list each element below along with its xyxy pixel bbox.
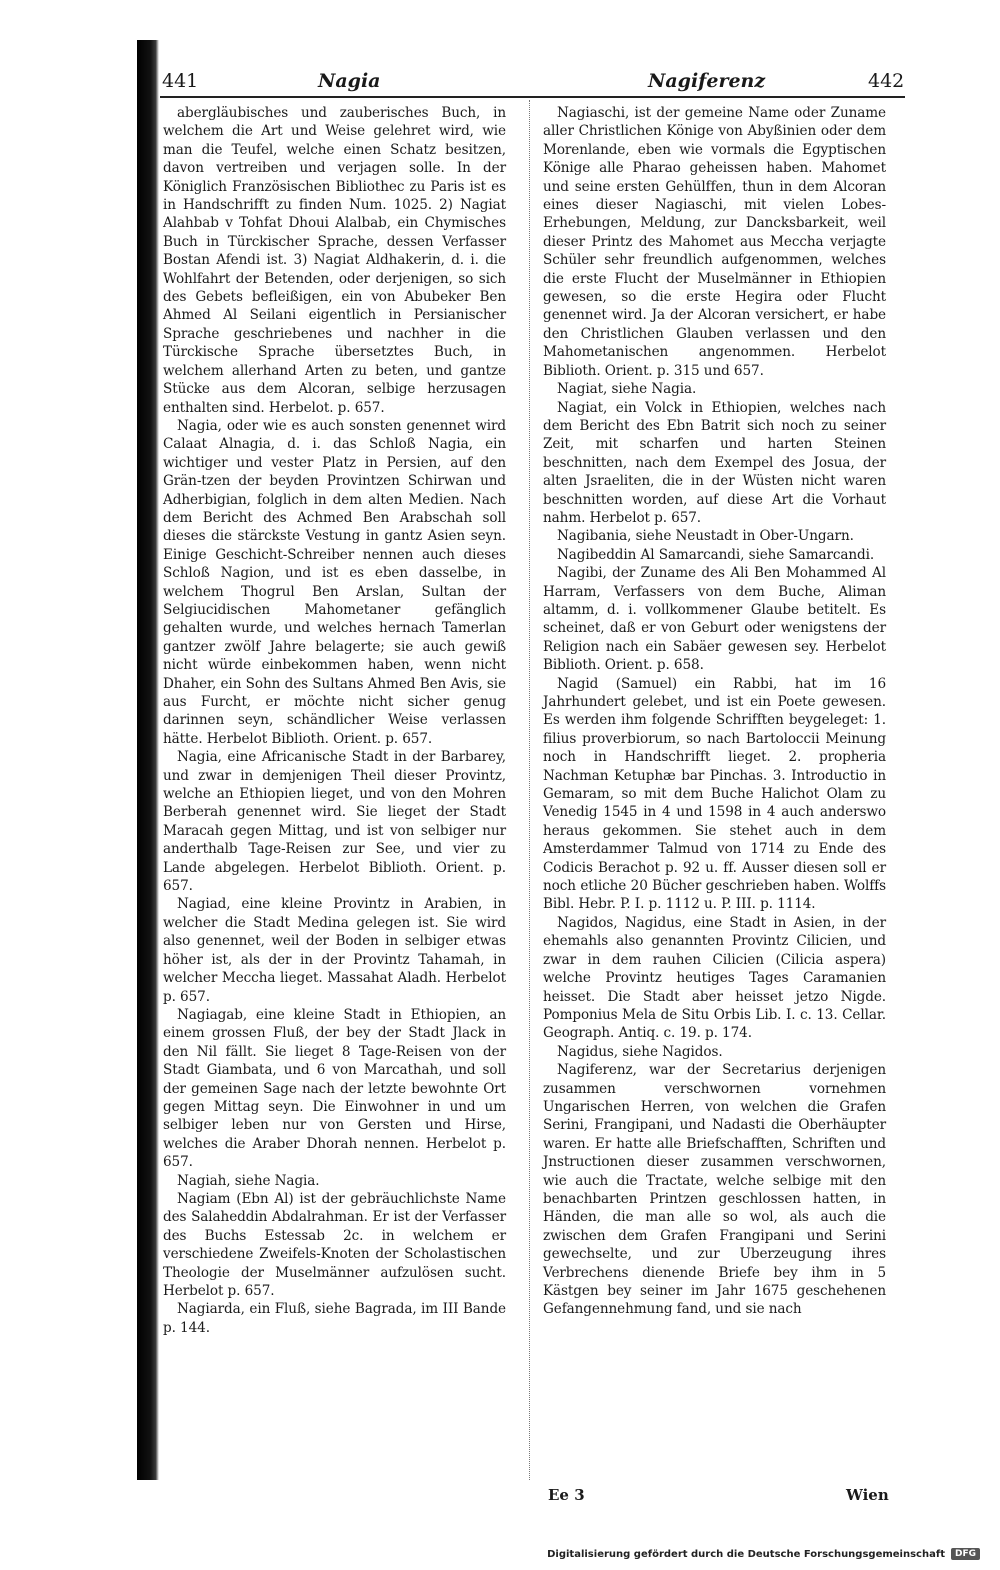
entry-paragraph: Nagiam (Ebn Al) ist der gebräuchlichste Name des Salaheddin Abdalrahman. Er ist der Verfasser des Buchs Estessab 2c. in welchem er verschiedene Zweifels-Knoten der Scholastischen Theologie der Muselmänner aufzulösen sucht. Herbelot p. 657.	[163, 1190, 506, 1299]
entry-paragraph: Nagiat, siehe Nagia.	[557, 381, 697, 398]
entry-paragraph: Nagidos, Nagidus, eine Stadt in Asien, in der ehemahls also genannten Provintz Cilicien, und zwar in dem rauhen Cilicien (Cilicia aspera) welche Provintz heutiges Tages Caramanien heisset. Die Stadt aber heisset jetzo Nigde. Pomponius Mela de Situ Orbis Lib. I. c. 13. Cellar. Geograph. Antiq. c. 19. p. 174.	[543, 914, 886, 1042]
entry-paragraph: Nagia, oder wie es auch sonsten genennet wird Calaat Alnagia, d. i. das Schloß Nagia, ein wichtiger und vester Platz in Persien, auf den Grän-tzen der beyden Provintzen Schirwan und Adherbigian, folglich in dem alten Medien. Nach dem Bericht des Achmed Ben Arabschah soll dieses die stärckste Vestung in gantz Asien seyn. Einige Geschicht-Schreiber nennen auch dieses Schloß Nagion, und ist es eben dasselbe, in welchem Thogrul Ben Arslan, Sultan der Selgiucidischen Mahometaner gefänglich gehalten wurde, und welches hernach Tamerlan gantzer zwölf Jahre belagerte; sie auch gewiß nicht würde einbekommen haben, wenn nicht Dhaher, ein Sohn des Sultans Ahmed Ben Avis, sie aus Furcht, er möchte nicht sicher genug darinnen seyn, schändlicher Weise verlassen hätte. Herbelot Biblioth. Orient. p. 657.	[163, 417, 506, 747]
scan-binding-shadow	[137, 40, 159, 1480]
entry-paragraph: Nagibi, der Zuname des Ali Ben Mohammed Al Harram, Verfassers von dem Buche, Aliman altamm, d. i. vollkommener Glaube betitelt. Es scheinet, daß er von Geburt oder wenigstens der Religion nach ein Sabäer gewesen sey. Herbelot Biblioth. Orient. p. 658.	[543, 565, 886, 674]
entry-paragraph: Nagiarda, ein Fluß, siehe Bagrada, im III Bande p. 144.	[163, 1301, 506, 1336]
left-running-title: Nagia	[318, 70, 381, 92]
dfg-logo: DFG	[951, 1548, 980, 1560]
header-rule	[160, 96, 905, 98]
entry-paragraph: abergläubisches und zauberisches Buch, in welchem die Art und Weise gelehret wird, wie man die Teufel, welche einen Schatz besitzen, davon vertreiben und verjagen solle. In der Königlich Französischen Bibliothec zu Paris ist es in Handschrifft zu finden Num. 1025. 2) Nagiat Alahbab v Tohfat Dhoui Alalbab, ein Chymisches Buch in Türckischer Sprache, dessen Verfasser Bostan Afendi ist. 3) Nagiat Aldhakerin, d. i. die Wohlfahrt der Betenden, oder derjenigen, so sich des Gebets befleißigen, ein von Abubeker Ben Ahmed Al Seilani eigentlich in Persianischer Sprache geschriebenes und nachher in die Türckische Sprache übersetztes Buch, in welchem allerhand Arten zu beten, und gantze Stücke aus dem Alcoran, selbige herzusagen enthalten sind. Herbelot. p. 657.	[163, 105, 506, 416]
entry-paragraph: Nagid (Samuel) ein Rabbi, hat im 16 Jahrhundert gelebet, und ist ein Poete gewesen. Es werden ihm folgende Schrifften beygeleget: 1. filius proverbiorum, so nach Bartoloccii Meinung noch in Handschrifft lieget. 2. propheria Nachman Ketuphæ bar Pinchas. 3. Introductio in Gemaram, so mit dem Buche Halichot Olam zu Venedig 1545 in 4 und 1598 in 4 auch anderswo heraus gekommen. Sie stehet auch in dem Amsterdammer Talmud von 1714 zu Ende des Codicis Berachot p. 92 u. ff. Ausser diesen soll er noch etliche 20 Bücher geschrieben haben. Wolffs Bibl. Hebr. P. I. p. 1112 u. P. III. p. 1114.	[543, 675, 886, 913]
entry-paragraph: Nagibeddin Al Samarcandi, siehe Samarcandi.	[557, 546, 875, 563]
right-running-title: Nagiferenz	[648, 70, 766, 92]
signature-mark: Ee 3	[548, 1486, 585, 1504]
left-column	[163, 104, 506, 1337]
right-page-number: 442	[868, 70, 905, 92]
entry-paragraph: Nagiferenz, war der Secretarius derjenigen zusammen verschwornen vornehmen Ungarischen Herren, von welchen die Grafen Serini, Frangipani, und Nadasti die Oberhäupter waren. Er hatte alle Briefschafften, Schriften und Jnstructionen dieser zusammen verschwornen, wie auch die Tractate, welche selbige mit den benachbarten Printzen geschlossen hatten, in Händen, die man alle so wol, als auch die zwischen dem Grafen Frangipani und Serini gewechselte, und zur Uberzeugung ihres Verbrechens dienende Briefe bey ihm in 5 Kästgen bey seiner im Jahr 1675 geschehenen Gefangennehmung fand, und sie nach	[543, 1062, 886, 1318]
entry-paragraph: Nagiat, ein Volck in Ethiopien, welches nach dem Bericht des Ebn Batrit sich noch zu seiner Zeit, mit scharfen und harten Steinen beschnitten, nach dem Exempel des Josua, der alten Jsraeliten, die in der Wüsten nicht waren beschnitten worden, auf diese Art die Vorhaut nahm. Herbelot p. 657.	[543, 399, 886, 526]
entry-paragraph: Nagibania, siehe Neustadt in Ober-Ungarn.	[557, 528, 854, 545]
catchword: Wien	[846, 1486, 889, 1504]
entry-paragraph: Nagiad, eine kleine Provintz in Arabien, in welcher die Stadt Medina gelegen ist. Sie wird also genennet, weil der Boden in selbiger etwas höher ist, als der in der Provintz Tahamah, in welcher Meccha lieget. Massahat Aladh. Herbelot p. 657.	[163, 896, 506, 1005]
entry-paragraph: Nagiah, siehe Nagia.	[177, 1172, 320, 1189]
credit-text: Digitalisierung gefördert durch die Deutsche Forschungsgemeinschaft	[547, 1548, 945, 1560]
entry-paragraph: Nagiagab, eine kleine Stadt in Ethiopien, an einem grossen Fluß, der bey der Stadt Jlack in den Nil fällt. Sie lieget 8 Tage-Reisen von der Stadt Giambata, und 6 von Marcathah, und soll der gemeinen Sage nach der letzte bewohnte Ort gegen Mittag seyn. Die Einwohner in und um selbiger leben nur von Gersten und Hirse, welches die Araber Dhorah nennen. Herbelot p. 657.	[163, 1006, 506, 1171]
right-column	[543, 104, 886, 1319]
left-page-number: 441	[162, 70, 199, 92]
entry-paragraph: Nagidus, siehe Nagidos.	[557, 1043, 723, 1060]
column-divider	[529, 100, 530, 1480]
entry-paragraph: Nagiaschi, ist der gemeine Name oder Zuname aller Christlichen Könige von Abyßinien oder dem Morenlande, eben wie vormals die Egyptischen Könige alle Pharao geheissen haben. Mahomet und seine ersten Gehülffen, thun in dem Alcoran eines dieser Nagiaschi, mit vielen Lobes-Erhebungen, Meldung, zur Dancksbarkeit, weil dieser Printz des Mahomet aus Meccha verjagte Schüler sehr freundlich aufgenommen, welches die erste Flucht der Muselmänner in Ethiopien gewesen, so die erste Hegira oder Flucht genennet wird. Ja der Alcoran versichert, er habe den Christlichen Glauben verlassen und den Mahometanischen angenommen. Herbelot Biblioth. Orient. p. 315 und 657.	[543, 105, 886, 379]
digitization-credit	[547, 1546, 980, 1562]
entry-paragraph: Nagia, eine Africanische Stadt in der Barbarey, und zwar in demjenigen Theil dieser Provintz, welche an Ethiopien lieget, und von den Mohren Berberah genennet wird. Sie lieget der Stadt Maracah gegen Mittag, und ist von selbiger nur anderthalb Tage-Reisen zur See, und vier zu Lande abgelegen. Herbelot Biblioth. Orient. p. 657.	[163, 749, 506, 895]
